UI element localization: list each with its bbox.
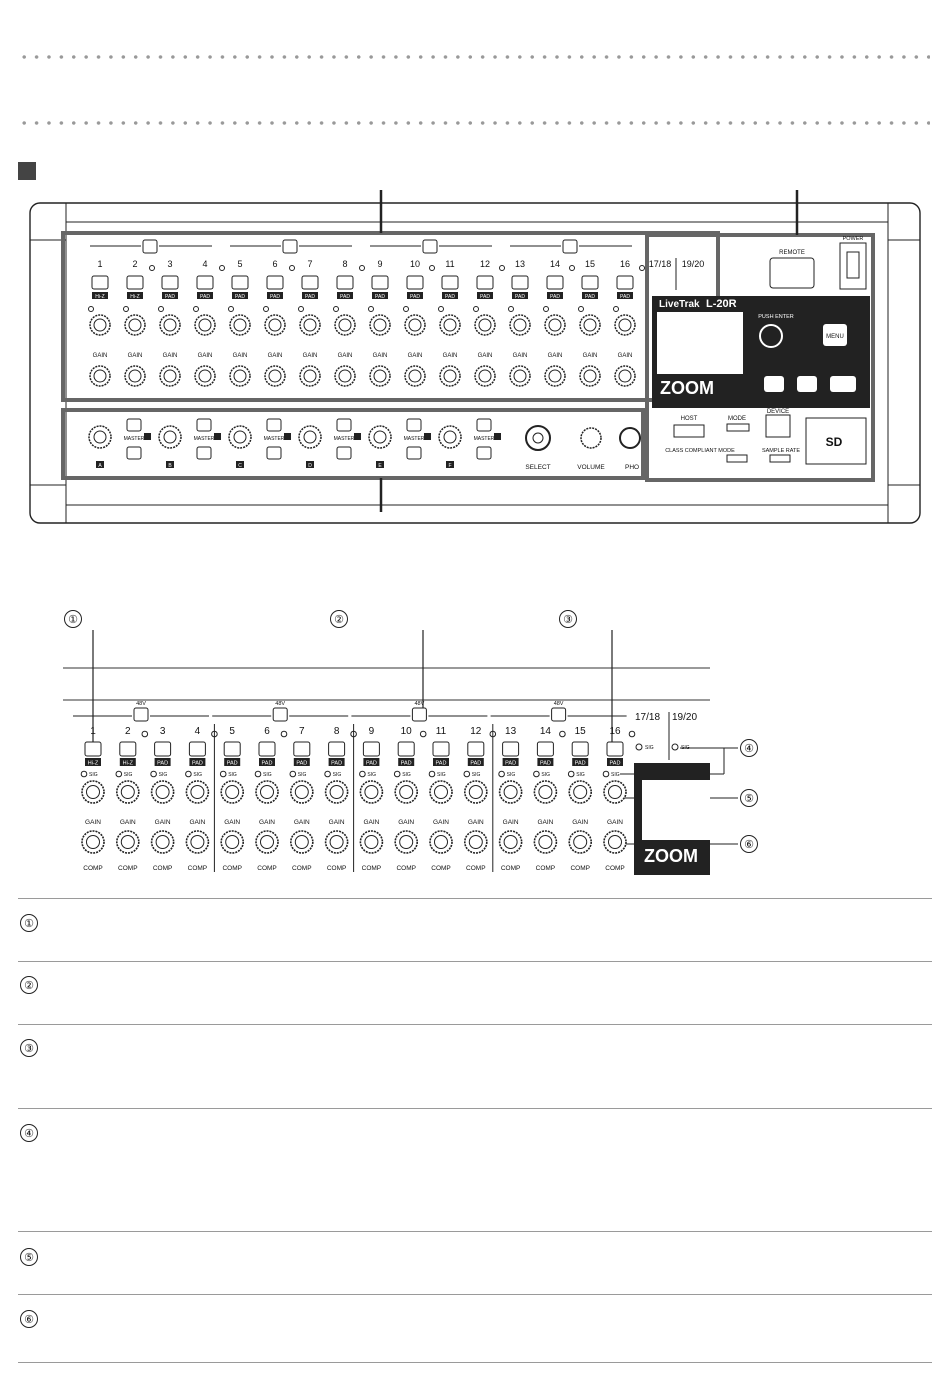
svg-text:SIG: SIG [332, 772, 342, 778]
channel-number: 13 [505, 726, 517, 737]
tag-label: PAD [400, 760, 412, 767]
tag-label: PAD [200, 294, 210, 300]
channel-number: 11 [445, 259, 455, 269]
gain-label: GAIN [127, 353, 143, 359]
tag-label: PAD [539, 760, 551, 767]
row-marker-2: ② [20, 976, 38, 994]
svg-text:MASTER: MASTER [333, 436, 355, 442]
comp-label: COMP [118, 865, 138, 872]
channel-number: 2 [125, 726, 131, 737]
callout-3: ③ [559, 610, 577, 628]
channel-number: 14 [549, 259, 561, 269]
comp-label: COMP [361, 865, 382, 872]
callout-2: ② [330, 610, 348, 628]
channel-number: 7 [307, 259, 313, 269]
callout-1: ① [64, 610, 82, 628]
svg-text:D: D [308, 463, 312, 469]
svg-text:SD: SD [825, 435, 843, 449]
comp-label: COMP [535, 865, 556, 872]
svg-text:A: A [98, 463, 102, 469]
svg-text:17/18: 17/18 [648, 259, 672, 269]
comp-label: COMP [431, 865, 451, 872]
channel-number: 12 [479, 259, 491, 269]
tag-label: PAD [620, 294, 630, 300]
svg-text:ZOOM: ZOOM [644, 846, 698, 866]
channel-number: 5 [237, 259, 243, 269]
svg-text:L-20R: L-20R [706, 298, 737, 310]
tag-label: Hi-Z [130, 294, 140, 300]
tag-label: PAD [550, 294, 560, 300]
comp-label: COMP [257, 865, 277, 872]
svg-text:17/18: 17/18 [635, 712, 661, 723]
tag-label: PAD [574, 760, 586, 767]
channel-number: 4 [202, 259, 208, 269]
svg-text:SIG: SIG [576, 772, 585, 778]
tag-label: PAD [445, 294, 455, 300]
gain-label: GAIN [502, 819, 519, 826]
channel-number: 11 [435, 726, 447, 737]
svg-text:VOLUME: VOLUME [577, 464, 605, 471]
gain-label: GAIN [407, 353, 423, 359]
channel-number: 3 [159, 726, 166, 737]
gain-label: GAIN [398, 819, 415, 826]
svg-text:SIG: SIG [228, 772, 237, 778]
table-rule [18, 1231, 932, 1232]
table-rule [18, 898, 932, 899]
gain-label: GAIN [337, 353, 353, 359]
gain-label: GAIN [363, 819, 380, 826]
tag-label: PAD [305, 294, 315, 300]
svg-text:MODE: MODE [728, 416, 746, 422]
table-rule [18, 961, 932, 962]
svg-text:DEVICE: DEVICE [766, 409, 790, 415]
svg-text:SIG: SIG [437, 772, 446, 778]
tag-label: PAD [340, 294, 350, 300]
channel-number: 10 [400, 726, 412, 737]
gain-label: GAIN [119, 819, 136, 826]
tag-label: PAD [585, 294, 595, 300]
tag-label: PAD [365, 760, 377, 767]
channel-number: 8 [342, 259, 348, 269]
comp-label: COMP [396, 865, 416, 872]
tag-label: Hi-Z [122, 760, 133, 767]
svg-text:SIG: SIG [123, 772, 133, 778]
gain-label: GAIN [372, 353, 388, 359]
tag-label: PAD [410, 294, 420, 300]
table-rule [18, 1294, 932, 1295]
comp-label: COMP [292, 865, 312, 872]
svg-text:SIG: SIG [611, 772, 620, 778]
gain-label: GAIN [154, 819, 171, 826]
channel-number: 13 [514, 259, 526, 269]
table-rule [18, 1024, 932, 1025]
channel-number: 5 [229, 726, 235, 737]
gain-label: GAIN [512, 353, 528, 359]
gain-label: GAIN [433, 819, 449, 826]
comp-label: COMP [605, 865, 625, 872]
comp-label: COMP [500, 865, 521, 872]
gain-label: GAIN [267, 353, 283, 359]
channel-number: 6 [272, 259, 278, 269]
table-rule [18, 1108, 932, 1109]
svg-text:SIG: SIG [681, 745, 690, 751]
tag-label: PAD [375, 294, 385, 300]
channel-number: 1 [90, 726, 96, 737]
svg-text:19/20: 19/20 [681, 259, 705, 269]
tag-label: PAD [226, 760, 238, 767]
tag-label: PAD [191, 760, 203, 767]
tag-label: PAD [270, 294, 280, 300]
channel-number: 15 [584, 259, 596, 269]
row-marker-5: ⑤ [20, 1248, 38, 1266]
channel-number: 7 [299, 726, 305, 737]
svg-text:48V: 48V [414, 701, 425, 707]
svg-text:SIG: SIG [89, 772, 98, 778]
channel-number: 4 [194, 726, 201, 737]
svg-text:B: B [168, 463, 172, 469]
svg-text:SIG: SIG [471, 772, 481, 778]
tag-label: PAD [515, 294, 525, 300]
channel-number: 10 [409, 259, 421, 269]
gain-label: GAIN [92, 353, 108, 359]
row-marker-4: ④ [20, 1124, 38, 1142]
gain-label: GAIN [302, 353, 318, 359]
gain-label: GAIN [617, 353, 633, 359]
svg-text:SIG: SIG [402, 772, 411, 778]
svg-text:SIG: SIG [645, 745, 654, 751]
gain-label: GAIN [189, 819, 206, 826]
channel-number: 15 [574, 726, 586, 737]
gain-label: GAIN [197, 353, 213, 359]
svg-text:MASTER: MASTER [193, 436, 215, 442]
svg-text:MASTER: MASTER [473, 436, 495, 442]
svg-text:MASTER: MASTER [263, 436, 285, 442]
svg-text:SIG: SIG [506, 772, 516, 778]
channel-number: 14 [539, 726, 551, 737]
tag-label: PAD [331, 760, 343, 767]
svg-text:SIG: SIG [193, 772, 203, 778]
gain-label: GAIN [477, 353, 493, 359]
tag-label: PAD [165, 294, 175, 300]
channel-number: 8 [333, 726, 340, 737]
tag-label: PAD [261, 760, 273, 767]
svg-text:F: F [448, 463, 452, 469]
callout-6: ⑥ [740, 835, 758, 853]
tag-label: PAD [505, 760, 517, 767]
gain-label: GAIN [607, 819, 623, 826]
svg-text:C: C [238, 463, 242, 469]
svg-text:SAMPLE RATE: SAMPLE RATE [761, 448, 801, 454]
tag-label: PAD [470, 760, 482, 767]
row-marker-3: ③ [20, 1039, 38, 1057]
tag-label: PAD [480, 294, 490, 300]
svg-text:PHO: PHO [625, 464, 640, 471]
channel-number: 12 [470, 726, 482, 737]
channel-number: 16 [609, 726, 621, 737]
tag-label: PAD [296, 760, 308, 767]
svg-text:PUSH ENTER: PUSH ENTER [758, 314, 794, 320]
gain-label: GAIN [582, 353, 598, 359]
tag-label: Hi-Z [95, 294, 105, 300]
svg-text:HOST: HOST [680, 416, 698, 422]
comp-label: COMP [152, 865, 173, 872]
comp-label: COMP [466, 865, 486, 872]
row-marker-6: ⑥ [20, 1310, 38, 1328]
gain-label: GAIN [259, 819, 275, 826]
channel-number: 16 [619, 259, 631, 269]
channel-number: 3 [167, 259, 173, 269]
svg-text:E: E [378, 463, 382, 469]
gain-label: GAIN [162, 353, 178, 359]
comp-label: COMP [326, 865, 347, 872]
svg-text:SIG: SIG [297, 772, 307, 778]
channel-number: 1 [97, 259, 103, 269]
svg-text:REMOTE: REMOTE [779, 250, 805, 256]
row-marker-1: ① [20, 914, 38, 932]
svg-text:SIG: SIG [367, 772, 377, 778]
svg-text:48V: 48V [136, 701, 146, 707]
comp-label: COMP [222, 865, 242, 872]
svg-text:SIG: SIG [263, 772, 272, 778]
comp-label: COMP [187, 865, 208, 872]
gain-label: GAIN [224, 819, 241, 826]
svg-text:POWER: POWER [842, 236, 864, 242]
svg-text:ZOOM: ZOOM [660, 378, 714, 398]
svg-text:SIG: SIG [158, 772, 168, 778]
callout-5: ⑤ [740, 789, 758, 807]
gain-label: GAIN [442, 353, 458, 359]
svg-text:MASTER: MASTER [123, 436, 145, 442]
gain-label: GAIN [293, 819, 310, 826]
gain-label: GAIN [85, 819, 101, 826]
gain-label: GAIN [328, 819, 345, 826]
tag-label: PAD [609, 760, 621, 767]
svg-text:MENU: MENU [826, 334, 844, 340]
svg-text:SIG: SIG [541, 772, 551, 778]
svg-text:CLASS COMPLIANT MODE: CLASS COMPLIANT MODE [665, 448, 735, 454]
svg-text:MASTER: MASTER [403, 436, 425, 442]
gain-label: GAIN [537, 819, 554, 826]
channel-number: 6 [264, 726, 270, 737]
svg-text:SELECT: SELECT [525, 464, 551, 471]
gain-label: GAIN [467, 819, 484, 826]
tag-label: PAD [435, 760, 447, 767]
gain-label: GAIN [572, 819, 589, 826]
svg-text:LiveTrak: LiveTrak [659, 299, 700, 310]
svg-text:48V: 48V [275, 701, 286, 707]
comp-label: COMP [570, 865, 590, 872]
tag-label: PAD [157, 760, 169, 767]
channel-number: 9 [368, 726, 375, 737]
channel-number: 2 [132, 259, 138, 269]
table-rule [18, 1362, 932, 1363]
tag-label: Hi-Z [87, 760, 99, 767]
comp-label: COMP [83, 865, 103, 872]
tag-label: PAD [235, 294, 245, 300]
gain-label: GAIN [547, 353, 563, 359]
svg-text:19/20: 19/20 [672, 712, 698, 723]
gain-label: GAIN [232, 353, 248, 359]
callout-4: ④ [740, 739, 758, 757]
svg-text:48V: 48V [553, 701, 564, 707]
channel-number: 9 [377, 259, 383, 269]
